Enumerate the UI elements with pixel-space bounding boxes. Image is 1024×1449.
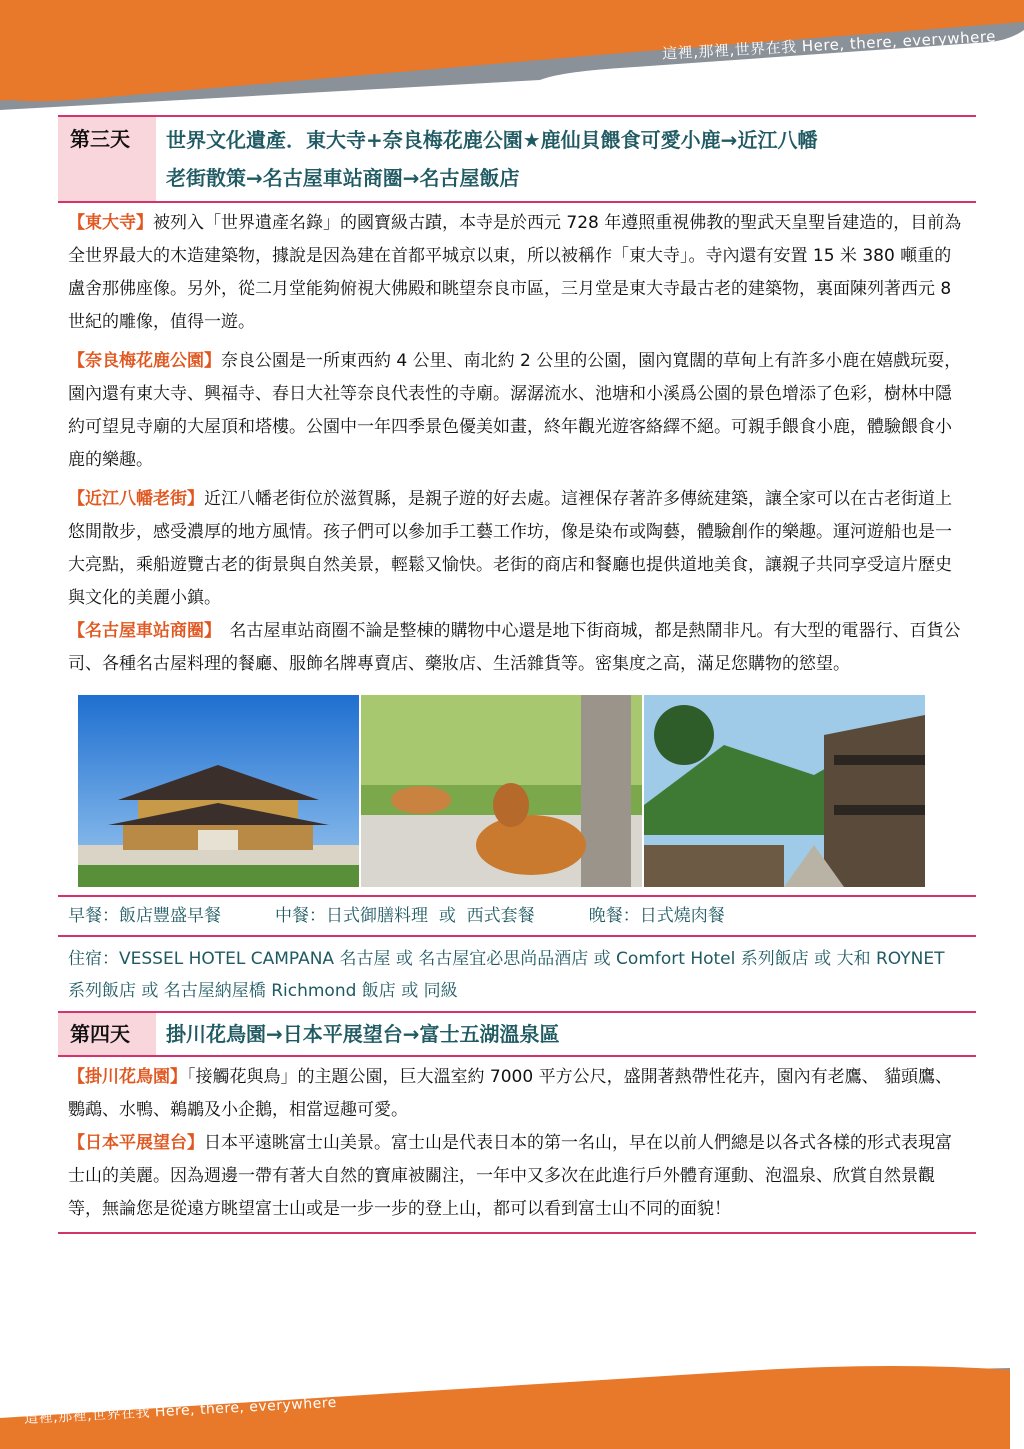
omihachiman-photo <box>644 695 925 887</box>
deer-photo <box>361 695 642 887</box>
top-banner <box>0 0 1024 110</box>
section-nara-park <box>58 345 976 477</box>
dinner: 晚餐：日式燒肉餐 <box>588 906 725 926</box>
section-tag: 【奈良梅花鹿公園】 <box>68 351 221 371</box>
slogan-top: 這裡,那裡,世界在我 Here, there, everywhere <box>661 27 997 63</box>
section-text: 「接觸花與鳥」的主題公園，巨大溫室約 7000 平方公尺，盛開著熱帶性花卉，園內有老鷹、 貓頭鷹、鸚鵡、水鴨、鵜鶘及小企鵝，相當逗趣可愛。 <box>68 1067 952 1120</box>
section-kakegawa <box>58 1061 976 1127</box>
day3-meals <box>58 895 976 935</box>
day3-title <box>156 117 976 201</box>
section-tag: 【掛川花鳥園】 <box>68 1067 187 1087</box>
day4-label: 第四天 <box>58 1013 156 1055</box>
section-text: 奈良公園是一所東西約 4 公里、南北約 2 公里的公園，園內寬闊的草甸上有許多小鹿在嬉戲玩耍，園內還有東大寺、興福寺、春日大社等奈良代表性的寺廟。潺潺流水、池塘和小溪爲公園的景色增添了色彩，樹林中隱約可望見寺廟的大屋頂和塔樓。公園中一年四季景色優美如畫，終年觀光遊客絡繹不絕。可親手餵食小鹿，體驗餵食小鹿的樂趣。 <box>68 351 962 470</box>
day4-header <box>58 1011 976 1057</box>
todaiji-photo <box>78 695 359 887</box>
day4-title: 掛川花鳥園→日本平展望台→富士五湖溫泉區 <box>166 1022 560 1046</box>
section-omihachiman <box>58 483 976 615</box>
section-text: 近江八幡老街位於滋賀縣，是親子遊的好去處。這裡保存著許多傳統建築，讓全家可以在古老街道上悠閒散步，感受濃厚的地方風情。孩子們可以參加手工藝工作坊，像是染布或陶藝，體驗創作的樂趣。運河遊船也是一大亮點，乘船遊覽古老的街景與自然美景，輕鬆又愉快。老街的商店和餐廳也提供道地美食，讓親子共同享受這片歷史與文化的美麗小鎮。 <box>68 489 952 608</box>
section-tag: 【東大寺】 <box>68 213 153 233</box>
day3-label: 第三天 <box>58 117 156 201</box>
section-text: 日本平遠眺富士山美景。富士山是代表日本的第一名山，早在以前人們總是以各式各樣的形式表現富士山的美麗。因為週邊一帶有著大自然的寶庫被關注，一年中又多次在此進行戶外體育運動、泡溫泉、欣賞自然景觀等，無論您是從遠方眺望富士山或是一步一步的登上山，都可以看到富士山不同的面貌！ <box>68 1133 952 1219</box>
section-todaiji <box>58 207 976 339</box>
section-nagoya-station <box>58 615 976 681</box>
section-nihondaira <box>58 1127 976 1226</box>
itinerary-content <box>58 115 976 1234</box>
breakfast: 早餐：飯店豐盛早餐 <box>68 906 221 926</box>
day3-stay: 住宿：VESSEL HOTEL CAMPANA 名古屋 或 名古屋宜必思尚品酒店 或 Comfort Hotel 系列飯店 或 大和 ROYNET 系列飯店 或 名古屋納屋橋 Richmond 飯店 或 同級 <box>58 935 976 1011</box>
section-text: 被列入「世界遺產名錄」的國寶級古蹟，本寺是於西元 728 年遵照重視佛教的聖武天皇聖旨建造的，目前為全世界最大的木造建築物，據說是因為建在首都平城京以東，所以被稱作「東大寺」。寺內還有安置 15 米 380 噸重的盧舍那佛座像。另外，從二月堂能夠俯視大佛殿和眺望奈良市區，三月堂是東大寺最古老的建築物，裏面陳列著西元 8 世紀的雕像，值得一遊。 <box>68 213 962 332</box>
end-divider <box>58 1232 976 1234</box>
section-text: 名古屋車站商圈不論是整棟的購物中心還是地下街商城，都是熱鬧非凡。有大型的電器行、百貨公司、各種名古屋料理的餐廳、服飾名牌專賣店、藥妝店、生活雜貨等。密集度之高，滿足您購物的慾望。 <box>68 621 961 674</box>
day3-title-line2: 老街散策→名古屋車站商圈→名古屋飯店 <box>166 166 520 190</box>
day3-title-line1: 世界文化遺產．東大寺+奈良梅花鹿公園★鹿仙貝餵食可愛小鹿→近江八幡 <box>166 128 818 152</box>
bottom-banner <box>0 1360 1024 1449</box>
day3-header <box>58 115 976 203</box>
section-tag: 【近江八幡老街】 <box>68 489 204 509</box>
section-tag: 【日本平展望台】 <box>68 1133 204 1153</box>
lunch: 中餐：日式御膳料理 或 西式套餐 <box>275 906 535 926</box>
section-tag: 【名古屋車站商圈】 <box>68 621 213 641</box>
photo-strip <box>78 695 976 887</box>
slogan-bottom: 這裡,那裡,世界在我 Here, there, everywhere <box>23 1394 338 1428</box>
